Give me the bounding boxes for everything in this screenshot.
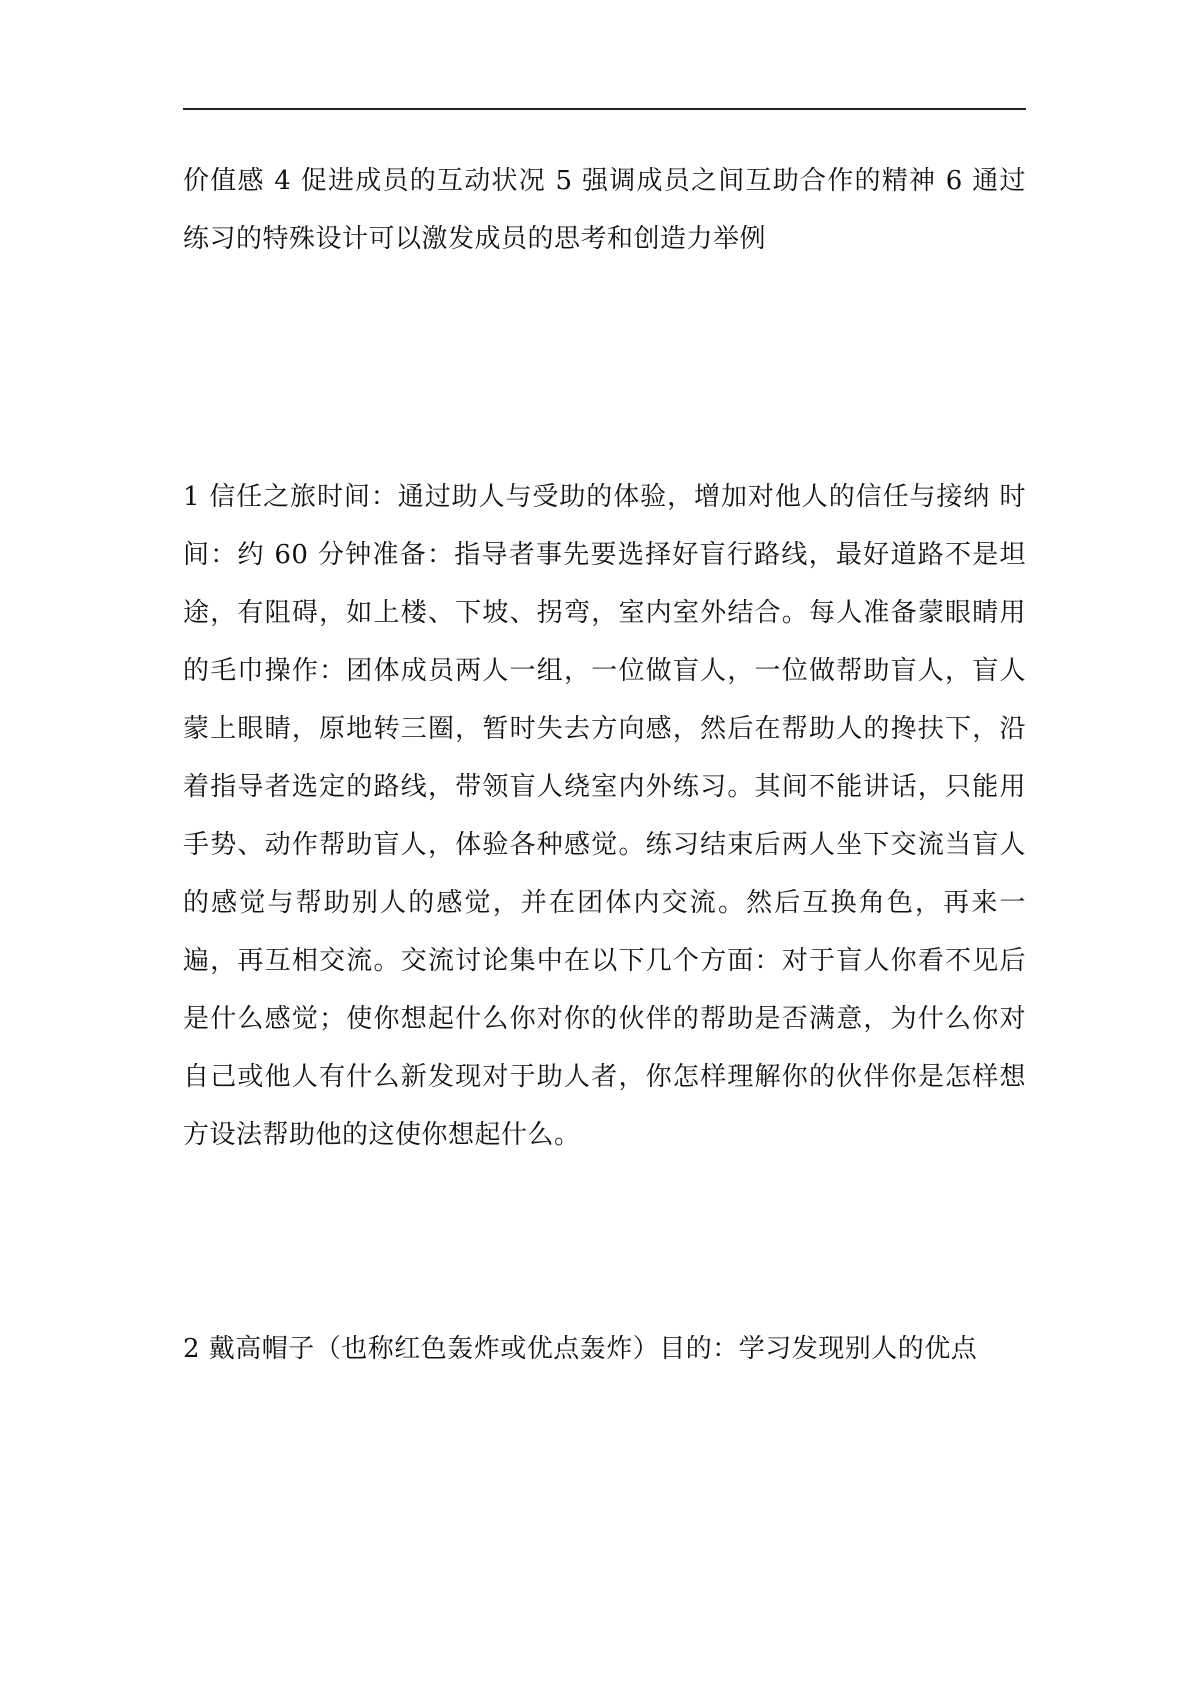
header-rule <box>183 108 1026 110</box>
paragraph-trust-walk: 1 信任之旅时间：通过助人与受助的体验，增加对他人的信任与接纳 时间：约 60 分钟准备：指导者事先要选择好盲行路线，最好道路不是坦途，有阻碍，如上楼、下坡、拐弯，室内室外结合。每人准备蒙眼睛用的毛巾操作：团体成员两人一组，一位做盲人，一位做帮助盲人，盲人蒙上眼睛，原地转三圈，暂时失去方向感，然后在帮助人的搀扶下，沿着指导者选定的路线，带领盲人绕室内外练习。其间不能讲话，只能用手势、动作帮助盲人，体验各种感觉。练习结束后两人坐下交流当盲人的感觉与帮助别人的感觉，并在团体内交流。然后互换角色，再来一遍，再互相交流。交流讨论集中在以下几个方面：对于盲人你看不见后是什么感觉；使你想起什么你对你的伙伴的帮助是否满意，为什么你对自己或他人有什么新发现对于助人者，你怎样理解你的伙伴你是怎样想方设法帮助他的这使你想起什么。 <box>183 482 1026 1150</box>
paragraph-high-hat: 2 戴高帽子（也称红色轰炸或优点轰炸）目的：学习发现别人的优点 <box>183 1334 978 1364</box>
paragraph-goals: 价值感 4 促进成员的互动状况 5 强调成员之间互助合作的精神 6 通过练习的特殊设计可以激发成员的思考和创造力举例 <box>183 166 1026 254</box>
